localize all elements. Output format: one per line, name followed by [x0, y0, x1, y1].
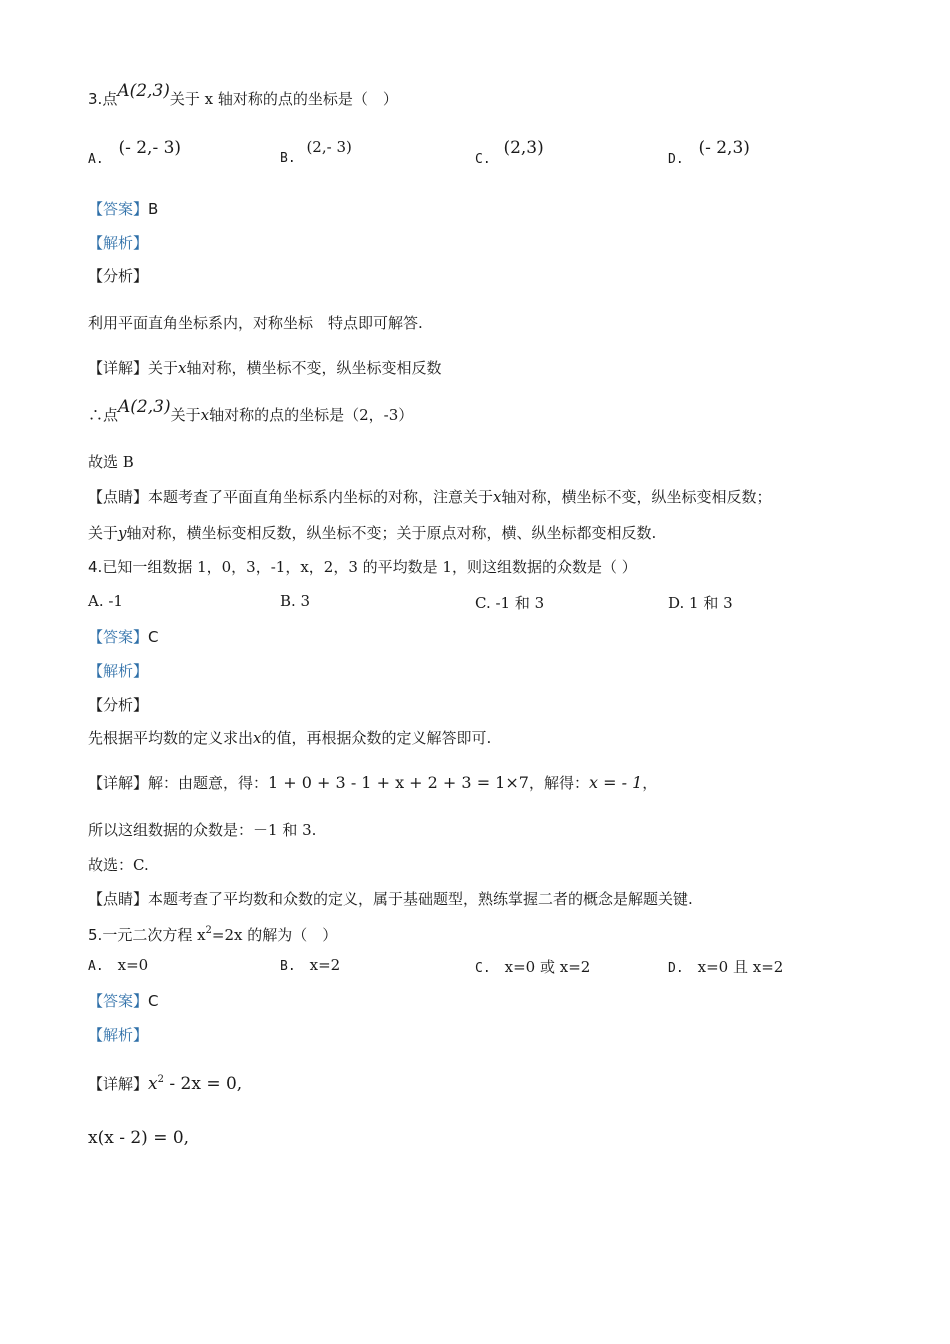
q4-option-d: D. 1 和 3 [668, 594, 733, 612]
q5-stem [88, 920, 337, 946]
q3-therefore-sign: ∴点 [88, 406, 119, 424]
q3-comment-1a: 本题考查了平面直角坐标系内坐标的对称，注意关于 [148, 488, 494, 506]
q4-detail-solution: x = - 1 [588, 773, 643, 792]
q5-option-c-value: x=0 或 x=2 [504, 958, 591, 976]
q5-stem-b: =2x 的解为（ ） [211, 926, 338, 944]
q3-comment-line1 [88, 486, 772, 508]
q5-option-a [88, 956, 148, 974]
q4-answer-letter: C [148, 628, 159, 646]
q3-fenxi-tag: 【分析】 [88, 267, 149, 285]
q4-option-b: B. 3 [280, 592, 311, 610]
q4-detail [88, 772, 657, 794]
q3-comment-2a: 关于 [88, 524, 119, 542]
q3-option-b [280, 138, 352, 166]
q3-therefore [88, 397, 414, 426]
q5-option-b-label: B. [280, 959, 296, 974]
q4-stem-text: 已知一组数据 1，0，3，-1，x，2，3 的平均数是 1，则这组数据的众数是（ ） [102, 558, 637, 576]
q5-detail-eq2 [88, 1127, 189, 1149]
q3-answer-tag: 【答案】 [88, 200, 149, 218]
q4-comment-tag: 【点睛】 [88, 890, 149, 908]
q3-therefore-pre: 关于 [170, 406, 201, 424]
q4-answer-tag: 【答案】 [88, 628, 149, 646]
q5-option-d [668, 956, 783, 977]
q3-option-d [668, 138, 750, 168]
q3-number: 3. [88, 90, 103, 108]
q3-option-c [475, 138, 544, 168]
q5-stem-a: 一元二次方程 x [102, 926, 206, 944]
q3-choose: 故选 B [88, 453, 134, 471]
q3-option-d-value: (- 2,3) [698, 138, 750, 158]
q3-option-a-label: A. [88, 152, 104, 167]
q3-detail [88, 357, 442, 379]
q4-comment [88, 888, 693, 910]
q5-option-b-value: x=2 [309, 956, 341, 974]
q5-option-a-value: x=0 [117, 956, 149, 974]
q5-eq1-sup: 2 [157, 1074, 164, 1085]
q3-comment-1b: 轴对称，横坐标不变，纵坐标变相反数； [501, 488, 772, 506]
q3-comment-tag: 【点睛】 [88, 488, 149, 506]
q4-detail-tag: 【详解】 [88, 774, 149, 792]
q4-jiexi-tag: 【解析】 [88, 662, 149, 680]
q3-option-c-value: (2,3) [503, 138, 544, 158]
q4-fenxi [88, 727, 491, 749]
q3-comment-2b: 轴对称，横坐标变相反数，纵坐标不变；关于原点对称，横、纵坐标都变相反数. [126, 524, 657, 542]
q5-number: 5. [88, 926, 103, 944]
q3-stem [88, 81, 398, 110]
q5-eq2: x(x - 2) = 0, [88, 1128, 190, 1148]
q4-detail-c: ， [642, 774, 658, 792]
q3-option-b-value: (2,- 3) [306, 138, 352, 156]
q3-detail-x: x [178, 359, 187, 377]
q5-option-a-label: A. [88, 959, 104, 974]
q5-option-c [475, 956, 590, 977]
q5-stem-sup: 2 [205, 925, 212, 936]
q3-detail-tag: 【详解】 [88, 359, 149, 377]
q4-detail-a: 解：由题意，得： [148, 774, 269, 792]
q3-detail-pre: 关于 [148, 359, 179, 377]
q5-eq1-rest: - 2x = 0, [163, 1074, 243, 1094]
q4-stem [88, 556, 637, 578]
q4-number: 4. [88, 558, 103, 576]
q4-option-a: A. -1 [88, 592, 123, 610]
q3-option-c-label: C. [475, 152, 491, 167]
q3-answer [88, 198, 158, 220]
q3-answer-letter: B [148, 200, 159, 218]
q3-comment-1x: x [493, 488, 502, 506]
q4-fenxi-tag: 【分析】 [88, 696, 149, 714]
q5-answer-letter: C [148, 992, 159, 1010]
q4-answer [88, 626, 159, 648]
q3-post: 关于 x 轴对称的点的坐标是（ ） [169, 90, 398, 108]
q3-option-a [88, 138, 182, 168]
q3-option-d-label: D. [668, 152, 684, 167]
q3-therefore-point: A(2,3) [118, 397, 171, 417]
q3-comment-2y: y [118, 524, 127, 542]
q5-detail-tag: 【详解】 [88, 1075, 149, 1093]
q4-fenxi-x: x [253, 729, 262, 747]
q4-detail-equation: 1 + 0 + 3 - 1 + x + 2 + 3 = 1×7 [268, 773, 529, 792]
q3-option-b-label: B. [280, 151, 296, 166]
q3-option-a-value: (- 2,- 3) [118, 138, 182, 158]
q5-option-d-value: x=0 且 x=2 [697, 958, 784, 976]
q4-fenxi-a: 先根据平均数的定义求出 [88, 729, 254, 747]
q4-detail-b: ，解得： [528, 774, 589, 792]
q5-option-d-label: D. [668, 961, 684, 976]
q3-comment-line2 [88, 522, 656, 544]
q5-answer-tag: 【答案】 [88, 992, 149, 1010]
q4-choose: 故选：C. [88, 856, 149, 874]
q3-pre: 点 [102, 90, 118, 108]
q3-therefore-post: 轴对称的点的坐标是（2，-3） [209, 406, 414, 424]
q3-point: A(2,3) [117, 81, 170, 101]
q3-therefore-x: x [200, 406, 210, 424]
q5-jiexi-tag: 【解析】 [88, 1026, 149, 1044]
q3-detail-post: 轴对称，横坐标不变，纵坐标变相反数 [186, 359, 442, 377]
q4-option-c: C. -1 和 3 [475, 594, 545, 612]
q4-comment-text: 本题考查了平均数和众数的定义，属于基础题型，熟练掌握二者的概念是解题关键. [148, 890, 693, 908]
q4-fenxi-b: 的值，再根据众数的定义解答即可. [261, 729, 492, 747]
q5-eq1-x: x [148, 1074, 158, 1094]
q5-answer [88, 990, 159, 1012]
q5-option-b [280, 956, 340, 974]
q4-mode: 所以这组数据的众数是：－1 和 3. [88, 821, 317, 839]
q3-fenxi-text: 利用平面直角坐标系内，对称坐标 特点即可解答. [88, 314, 423, 332]
q5-detail-eq1 [88, 1069, 242, 1095]
q3-jiexi-tag: 【解析】 [88, 234, 149, 252]
q5-option-c-label: C. [475, 961, 491, 976]
